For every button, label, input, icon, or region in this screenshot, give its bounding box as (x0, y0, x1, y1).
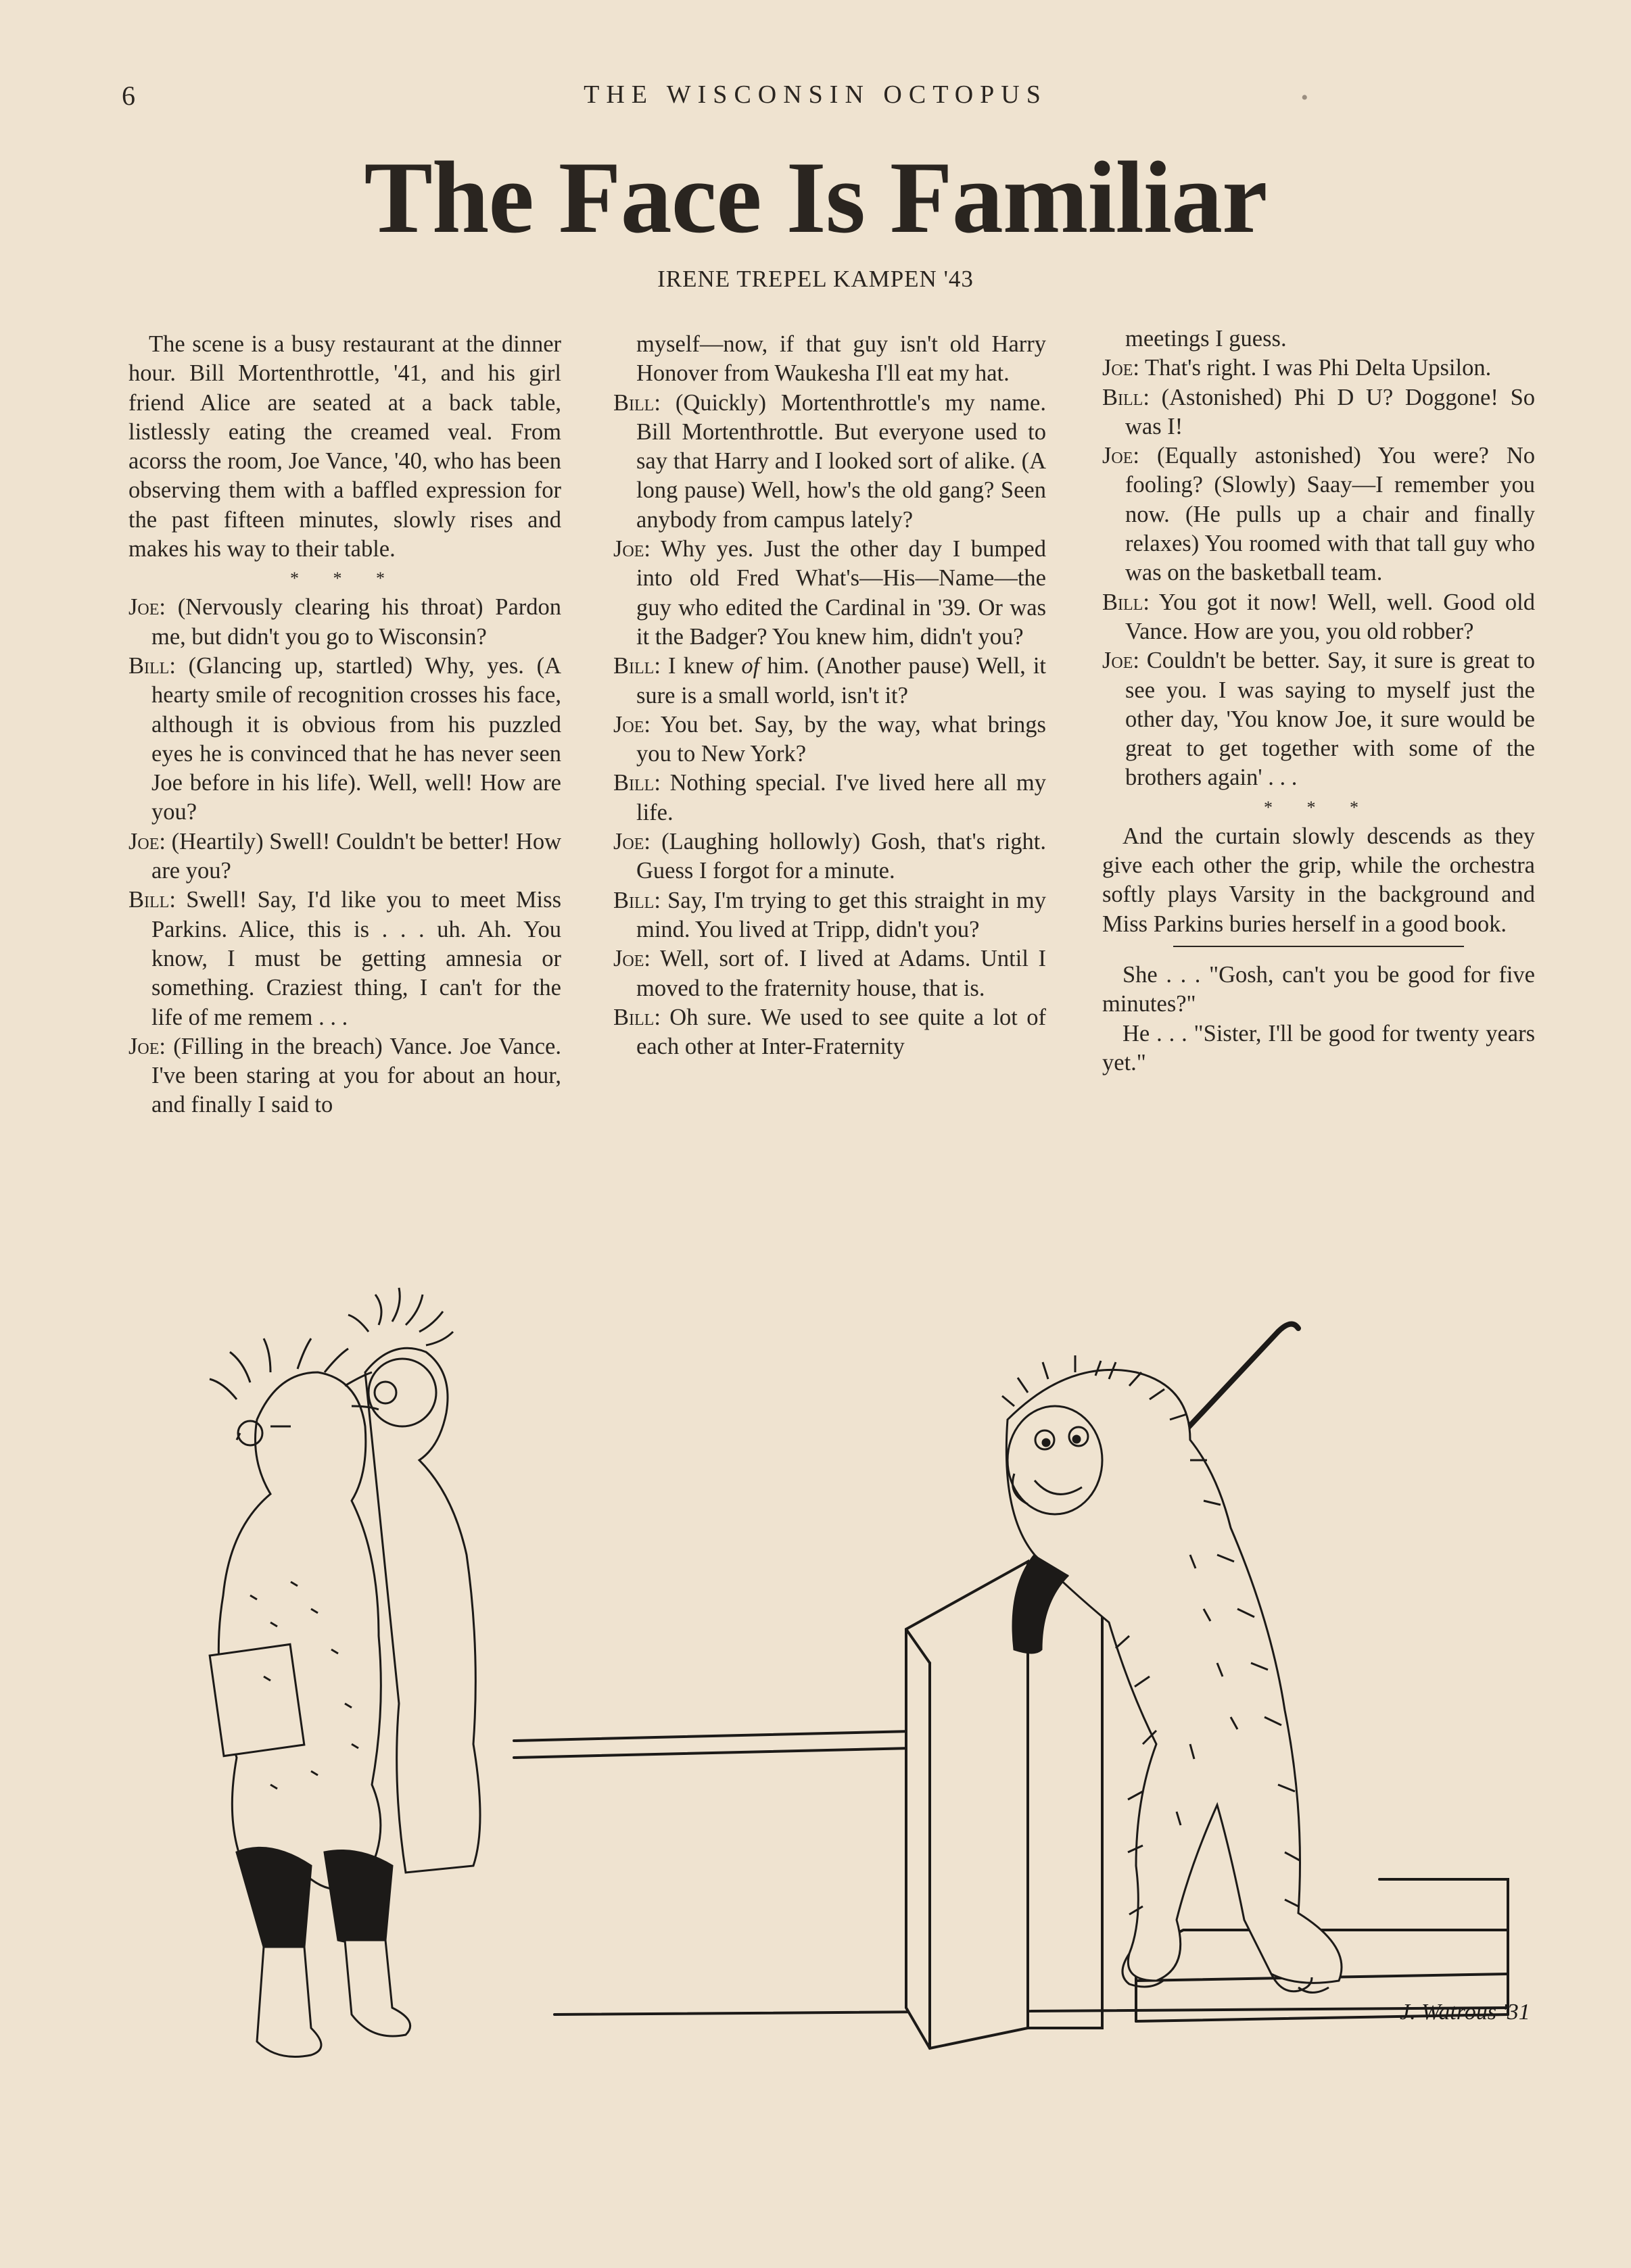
speaker: Bill: (128, 652, 176, 679)
railing-top (514, 1731, 940, 1741)
line-text: (Astonished) Phi D U? Doggone! So was I! (1125, 384, 1536, 439)
divider-rule (1173, 946, 1464, 947)
floor-line (554, 2008, 1508, 2014)
speaker: Joe: (128, 1033, 166, 1059)
dialogue-line (613, 1003, 1046, 1062)
line-text: Couldn't be better. Say, it sure is great to see you. I was saying to myself just the other day, 'You know Joe, it sure would be great to get together with some of the brothers again' . . . (1125, 648, 1535, 791)
line-text: (Heartily) Swell! Couldn't be better! How are you? (151, 828, 561, 884)
column-1 (128, 330, 561, 1120)
line-text: Nothing special. I've lived here all my life. (636, 770, 1047, 825)
line-text: (Quickly) Mortenthrottle's my name. Bill Mortenthrottle. But everyone used to say that Harry and I looked sort of alike. (A long pause) Well, how's the old gang? Seen anybody from campus lately? (636, 389, 1046, 533)
dialogue-line (1102, 383, 1535, 442)
speaker: Bill: (1102, 384, 1150, 410)
speaker: Bill: (128, 887, 176, 913)
continued-line: meetings I guess. (1125, 326, 1287, 352)
line-text: Say, I'm trying to get this straight in my mind. You lived at Tripp, didn't you? (636, 887, 1046, 942)
line-text-before: I knew (668, 653, 742, 679)
speaker: Joe: (128, 828, 166, 854)
booth (906, 1562, 1102, 2048)
speaker: Joe: (613, 829, 651, 855)
dialogue-line (128, 593, 561, 652)
dialogue-line (613, 886, 1046, 945)
dialogue-line (1102, 354, 1535, 383)
dialogue-line (613, 535, 1046, 652)
artist-signature: J. Watrous '31 (1400, 2000, 1530, 2025)
intro-paragraph: The scene is a busy restaurant at the dinner hour. Bill Mortenthrottle, '41, and his girl friend Alice are seated at a back table, listlessly eating the creamed veal. From acorss the room, Joe Vance, '40, who has been observing them with a baffled expression for the past fifteen minutes, slowly rises and makes his way to their table. (128, 331, 561, 562)
dialogue-line (613, 944, 1046, 1003)
speaker: Joe: (128, 594, 166, 621)
speaker: Bill: (613, 653, 661, 679)
line-text: (Nervously clearing his throat) Pardon me, but didn't you go to Wisconsin? (151, 594, 562, 650)
dialogue-line (613, 769, 1046, 827)
running-head: THE WISCONSIN OCTOPUS (584, 80, 1047, 109)
dialogue-line (613, 827, 1046, 886)
section-stars: * * * (1264, 797, 1373, 817)
speaker: Joe: (613, 536, 651, 562)
dialogue-line (613, 652, 1046, 710)
line-text-italic: of (741, 653, 760, 679)
line-text: (Filling in the breach) Vance. Joe Vance. I've been staring at you for about an hour, and finally I said to (151, 1033, 561, 1118)
dialogue-line (128, 1032, 561, 1120)
speaker: Bill: (1102, 589, 1150, 615)
railing-bottom (514, 1747, 940, 1758)
line-text: (Laughing hollowly) Gosh, that's right. Guess I forgot for a minute. (636, 829, 1047, 884)
line-text: Oh sure. We used to see quite a lot of each other at Inter-Fraternity (636, 1004, 1046, 1060)
section-stars: * * * (290, 569, 400, 589)
dialogue-line (1102, 441, 1535, 587)
pole (1177, 1324, 1298, 1440)
ape-figure (1002, 1355, 1342, 1993)
speaker: Joe: (1102, 443, 1140, 469)
line-text: (Glancing up, startled) Why, yes. (A hearty smile of recognition crosses his face, although it is obvious from his puzzled eyes he is convinced that he has never seen Joe before in his life). Well, well! How are you? (151, 652, 561, 825)
speaker: Joe: (613, 946, 651, 972)
line-text: Swell! Say, I'd like you to meet Miss Parkins. Alice, this is . . . uh. Ah. You know, I must be getting amnesia or something. Craziest thing, I can't for the life of me remem . . . (151, 887, 561, 1030)
dialogue-line (128, 886, 561, 1032)
speaker: Bill: (613, 887, 661, 913)
article-byline: IRENE TREPEL KAMPEN '43 (657, 266, 974, 292)
speaker: Joe: (613, 711, 651, 738)
column-3 (1102, 324, 1535, 1078)
ink-speck: • (1301, 87, 1308, 109)
continued-line: myself—now, if that guy isn't old Harry Honover from Waukesha I'll eat my hat. (636, 331, 1046, 387)
couple-figures (210, 1288, 480, 2057)
speaker: Bill: (613, 1004, 661, 1030)
article-title: The Face Is Familiar (364, 141, 1267, 254)
speaker: Joe: (1102, 648, 1140, 674)
joke-line: She . . . "Gosh, can't you be good for five minutes?" (1102, 961, 1535, 1017)
line-text-after: him. (Another pause) Well, it sure is a small world, isn't it? (636, 653, 1047, 708)
page-number: 6 (122, 80, 135, 111)
cartoon-illustration (135, 1271, 1576, 2123)
dialogue-line (1102, 646, 1535, 792)
line-text: That's right. I was Phi Delta Upsilon. (1145, 355, 1492, 381)
dialogue-line (128, 827, 561, 886)
line-text: Why yes. Just the other day I bumped into old Fred What's—His—Name—the guy who edited the Cardinal in '39. Or was it the Badger? You knew him, didn't you? (636, 536, 1046, 650)
dialogue-line (613, 389, 1046, 535)
dialogue-line (613, 710, 1046, 769)
speaker: Bill: (613, 389, 661, 416)
line-text: (Equally astonished) You were? No fooling? (Slowly) Saay—I remember you now. (He pulls up a chair and finally relaxes) You roomed with that tall guy who was on the basketball team. (1125, 443, 1536, 586)
speaker: Joe: (1102, 355, 1140, 381)
dialogue-line (1102, 588, 1535, 647)
line-text: Well, sort of. I lived at Adams. Until I moved to the fraternity house, that is. (636, 946, 1046, 1001)
joke-line: He . . . "Sister, I'll be good for twenty years yet." (1102, 1020, 1535, 1076)
dialogue-line (128, 652, 561, 827)
line-text: You bet. Say, by the way, what brings you to New York? (636, 711, 1046, 767)
speaker: Bill: (613, 770, 661, 796)
closing-paragraph: And the curtain slowly descends as they give each other the grip, while the orchestra softly plays Varsity in the background and Miss Parkins buries herself in a good book. (1102, 823, 1535, 937)
column-2 (613, 330, 1046, 1061)
line-text: You got it now! Well, well. Good old Vance. How are you, you old robber? (1125, 589, 1535, 644)
